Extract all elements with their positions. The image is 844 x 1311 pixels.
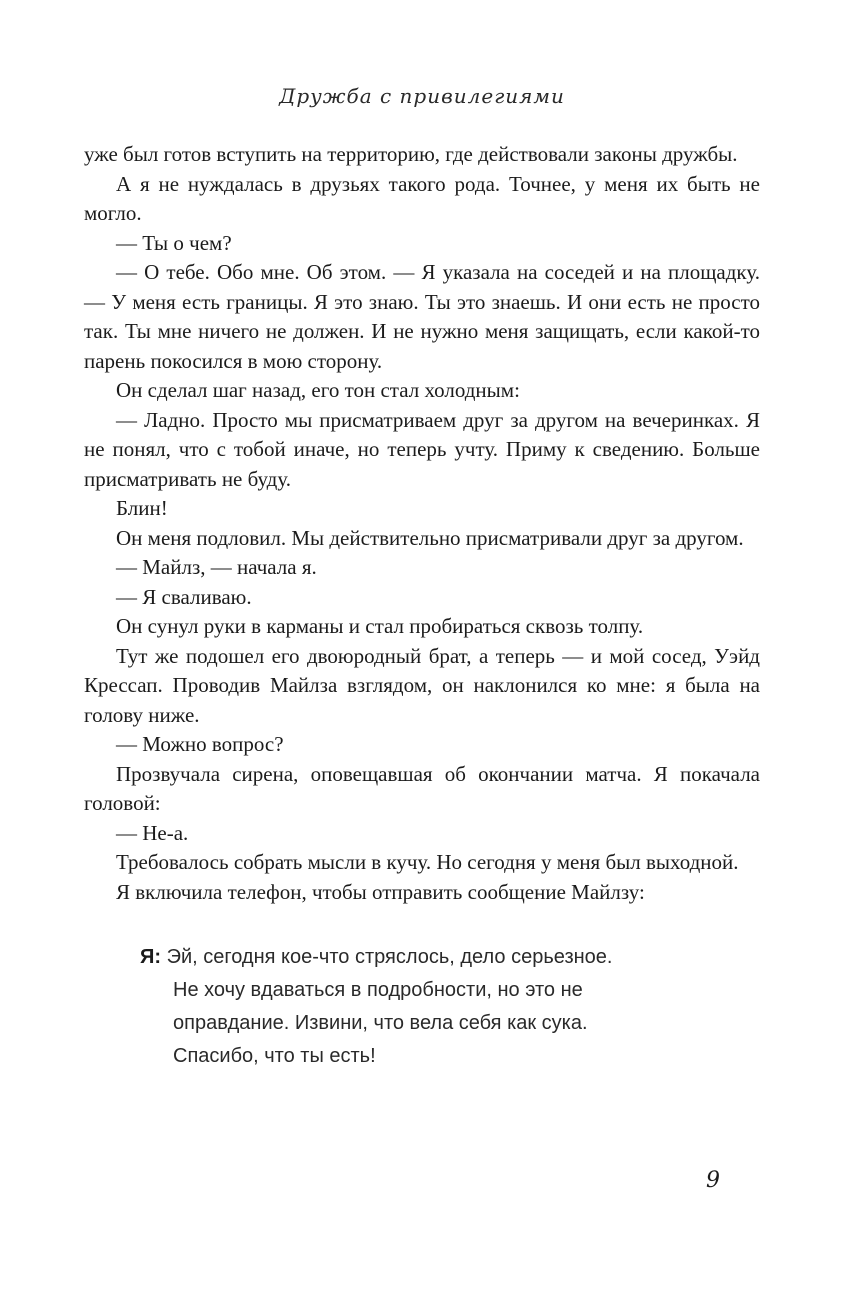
paragraph: А я не нуждалась в друзьях такого рода. Точнее, у меня их быть не могло. xyxy=(84,171,760,225)
paragraph: уже был готов вступить на территорию, где действовали законы дружбы. xyxy=(84,142,738,166)
paragraph: — Я сваливаю. xyxy=(116,584,252,609)
paragraph: Он сделал шаг назад, его тон стал холодным: xyxy=(116,378,520,402)
paragraph: — О тебе. Обо мне. Об этом. — Я указала на соседей и на площадку. — У меня есть границы. Я это знаю. Ты это знаешь. И они есть не просто так. Ты мне ничего не должен. И не нужно меня защищать, если какой-то парень покосился в мою сторону. xyxy=(84,260,760,373)
sms-line: Спасибо, что ты есть! xyxy=(173,1045,376,1067)
paragraph: Он сунул руки в карманы и стал пробираться сквозь толпу. xyxy=(116,614,644,638)
paragraph: — Ладно. Просто мы присматриваем друг за другом на вечеринках. Я не понял, что с тобой иначе, но теперь учту. Приму к сведению. Больше присматривать не буду. xyxy=(84,407,760,491)
paragraph: Я включила телефон, чтобы отправить сообщение Майлзу: xyxy=(116,879,645,904)
paragraph: Он меня подловил. Мы действительно присматривали друг за другом. xyxy=(116,525,744,550)
paragraph: — Не-а. xyxy=(116,820,189,845)
paragraph: Тут же подошел его двоюродный брат, а теперь — и мой сосед, Уэйд Крессап. Проводив Майлза взглядом, он наклонился ко мне: я была на голову ниже. xyxy=(84,643,760,727)
sms-line: Не хочу вдаваться в подробности, но это не xyxy=(173,979,583,1001)
body-text xyxy=(84,140,760,907)
sms-message xyxy=(140,941,724,1073)
paragraph: Блин! xyxy=(116,496,168,520)
paragraph: Требовалось собрать мысли в кучу. Но сегодня у меня был выходной. xyxy=(116,850,739,874)
sms-line: оправдание. Извини, что вела себя как сука. xyxy=(173,1012,588,1034)
sms-line xyxy=(140,941,724,974)
running-head: Дружба с привилегиями xyxy=(279,84,565,108)
paragraph: — Можно вопрос? xyxy=(116,732,284,756)
paragraph: — Ты о чем? xyxy=(116,230,232,255)
paragraph: — Майлз, — начала я. xyxy=(116,555,317,579)
sms-sender: Я: xyxy=(140,946,162,968)
paragraph: Прозвучала сирена, оповещавшая об окончании матча. Я покачала головой: xyxy=(84,761,760,815)
page-number: 9 xyxy=(706,1168,720,1193)
sms-text: Эй, сегодня кое-что стряслось, дело серьезное. xyxy=(166,946,613,968)
